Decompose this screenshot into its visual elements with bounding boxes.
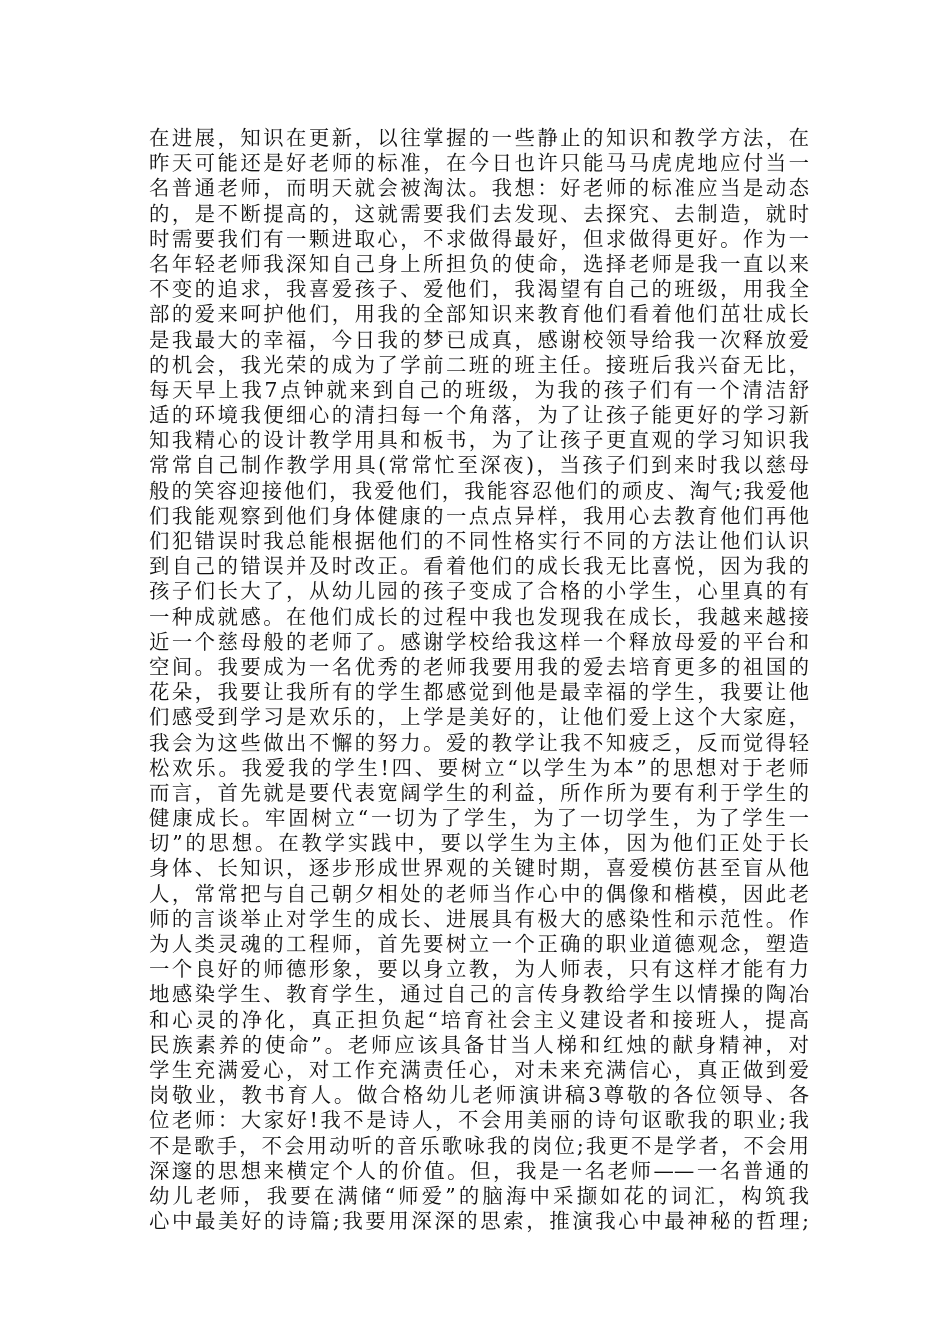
text-line: 近一个慈母般的老师了。感谢学校给我这样一个释放母爱的平台和 [149, 629, 809, 654]
text-line: 时需要我们有一颗进取心，不求做得最好，但求做得更好。作为一 [149, 226, 809, 251]
body-text [149, 126, 809, 1234]
text-line: 知我精心的设计教学用具和板书，为了让孩子更直观的学习知识我 [149, 428, 809, 453]
text-line: 们犯错误时我总能根据他们的不同性格实行不同的方法让他们认识 [149, 529, 809, 553]
text-line: 身体、长知识，逐步形成世界观的关键时期，喜爱模仿甚至盲从他 [149, 856, 809, 881]
text-line: 民族素养的使命”。老师应该具备甘当人梯和红烛的献身精神，对 [149, 1032, 809, 1057]
text-line: 的，是不断提高的，这就需要我们去发现、去探究、去制造，就时 [149, 201, 809, 226]
text-line: 一种成就感。在他们成长的过程中我也发现我在成长，我越来越接 [149, 604, 809, 629]
text-line: 是我最大的幸福，今日我的梦已成真，感谢校领导给我一次释放爱 [149, 327, 809, 352]
text-line: 人，常常把与自己朝夕相处的老师当作心中的偶像和楷模，因此老 [149, 881, 809, 906]
text-line: 我会为这些做出不懈的努力。爱的教学让我不知疲乏，反而觉得轻 [149, 730, 809, 755]
text-line: 心中最美好的诗篇;我要用深深的思索，推演我心中最神秘的哲理; [149, 1209, 809, 1234]
text-line: 而言，首先就是要代表宽阔学生的利益，所作所为要有利于学生的 [149, 780, 809, 805]
text-line: 幼儿老师，我要在满储“师爱”的脑海中采撷如花的词汇，构筑我 [149, 1183, 809, 1208]
text-line: 不变的追求，我喜爱孩子、爱他们，我渴望有自己的班级，用我全 [149, 277, 809, 302]
text-line: 到自己的错误并及时改正。看着他们的成长我无比喜悦，因为我的 [149, 554, 809, 579]
text-line: 的机会，我光荣的成为了学前二班的班主任。接班后我兴奋无比， [149, 352, 809, 377]
text-line: 在进展，知识在更新，以往掌握的一些静止的知识和教学方法，在 [149, 126, 809, 150]
text-line: 松欢乐。我爱我的学生!四、要树立“以学生为本”的思想对于老师 [149, 755, 809, 780]
text-line: 和心灵的净化，真正担负起“培育社会主义建设者和接班人，提高 [149, 1007, 809, 1032]
text-line: 不是歌手，不会用动听的音乐歌咏我的岗位;我更不是学者，不会用 [149, 1133, 809, 1158]
text-line: 部的爱来呵护他们，用我的全部知识来教育他们看着他们茁壮成长 [149, 302, 809, 327]
text-line: 切”的思想。在教学实践中，要以学生为主体，因为他们正处于长 [149, 831, 809, 856]
text-line: 地感染学生、教育学生，通过自己的言传身教给学生以情操的陶冶 [149, 982, 809, 1007]
text-line: 适的环境我便细心的清扫每一个角落，为了让孩子能更好的学习新 [149, 403, 809, 428]
text-line: 健康成长。牢固树立“一切为了学生，为了一切学生，为了学生一 [149, 806, 809, 831]
text-line: 深邃的思想来横定个人的价值。但，我是一名老师——一名普通的 [149, 1158, 809, 1183]
text-line: 昨天可能还是好老师的标准，在今日也许只能马马虎虎地应付当一 [149, 151, 809, 176]
text-line: 每天早上我7点钟就来到自己的班级，为我的孩子们有一个清洁舒 [149, 377, 809, 402]
text-line: 师的言谈举止对学生的成长、进展具有极大的感染性和示范性。作 [149, 906, 809, 931]
text-line: 花朵，我要让我所有的学生都感觉到他是最幸福的学生，我要让他 [149, 680, 809, 705]
text-line: 名普通老师，而明天就会被淘汰。我想：好老师的标准应当是动态 [149, 176, 809, 201]
text-line: 们我能观察到他们身体健康的一点点异样，我用心去教育他们再他 [149, 503, 809, 528]
text-line: 孩子们长大了，从幼儿园的孩子变成了合格的小学生，心里真的有 [149, 579, 809, 604]
text-line: 常常自己制作教学用具(常常忙至深夜)，当孩子们到来时我以慈母 [149, 453, 809, 478]
text-line: 岗敬业，教书育人。做合格幼儿老师演讲稿3尊敬的各位领导、各 [149, 1083, 809, 1108]
text-line: 空间。我要成为一名优秀的老师我要用我的爱去培育更多的祖国的 [149, 654, 809, 679]
text-line: 学生充满爱心，对工作充满责任心，对未来充满信心，真正做到爱 [149, 1057, 809, 1082]
text-line: 一个良好的师德形象，要以身立教，为人师表，只有这样才能有力 [149, 957, 809, 982]
text-line: 位老师：大家好!我不是诗人，不会用美丽的诗句讴歌我的职业;我 [149, 1108, 809, 1133]
text-line: 般的笑容迎接他们，我爱他们，我能容忍他们的顽皮、淘气;我爱他 [149, 478, 809, 503]
text-line: 为人类灵魂的工程师，首先要树立一个正确的职业道德观念，塑造 [149, 932, 809, 956]
text-line: 们感受到学习是欢乐的，上学是美好的，让他们爱上这个大家庭， [149, 705, 809, 730]
text-line: 名年轻老师我深知自己身上所担负的使命，选择老师是我一直以来 [149, 251, 809, 276]
